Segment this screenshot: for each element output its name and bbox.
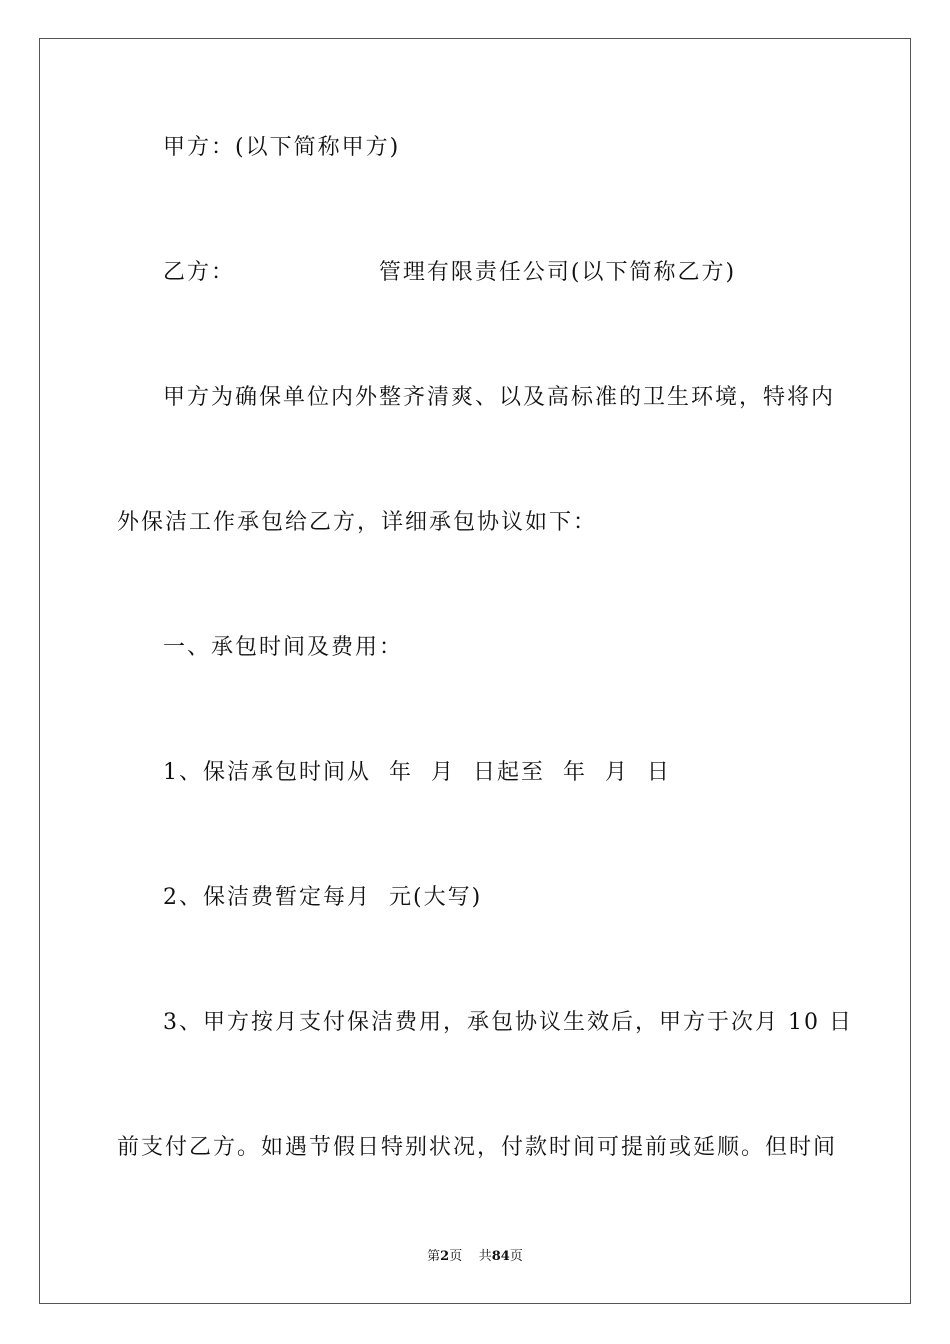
clause-2: 2、保洁费暂定每月 元(大写) (163, 885, 483, 910)
page-footer (0, 1248, 950, 1266)
intro-paragraph-line-1: 甲方为确保单位内外整齐清爽、以及高标准的卫生环境，特将内 (163, 385, 836, 410)
clause-3-line-2: 前支付乙方。如遇节假日特别状况，付款时间可提前或延顺。但时间 (117, 1135, 838, 1160)
page-suffix: 页 (449, 1249, 463, 1264)
total-prefix: 共 (478, 1249, 492, 1264)
section-heading-1: 一、承包时间及费用： (163, 635, 404, 660)
page-border (39, 38, 911, 1304)
clause-3-line-1: 3、甲方按月支付保洁费用，承包协议生效后，甲方于次月 10 日 (163, 1010, 853, 1035)
party-a-line: 甲方：(以下简称甲方) (163, 135, 401, 160)
page-prefix: 第 (427, 1249, 441, 1264)
intro-paragraph-line-2: 外保洁工作承包给乙方，详细承包协议如下： (117, 510, 598, 535)
clause-1: 1、保洁承包时间从 年 月 日起至 年 月 日 (163, 760, 671, 785)
total-suffix: 页 (509, 1249, 523, 1264)
page-number: 2 (440, 1249, 450, 1264)
party-b-line: 乙方： 管理有限责任公司(以下简称乙方) (163, 260, 737, 285)
total-pages: 84 (491, 1249, 510, 1264)
